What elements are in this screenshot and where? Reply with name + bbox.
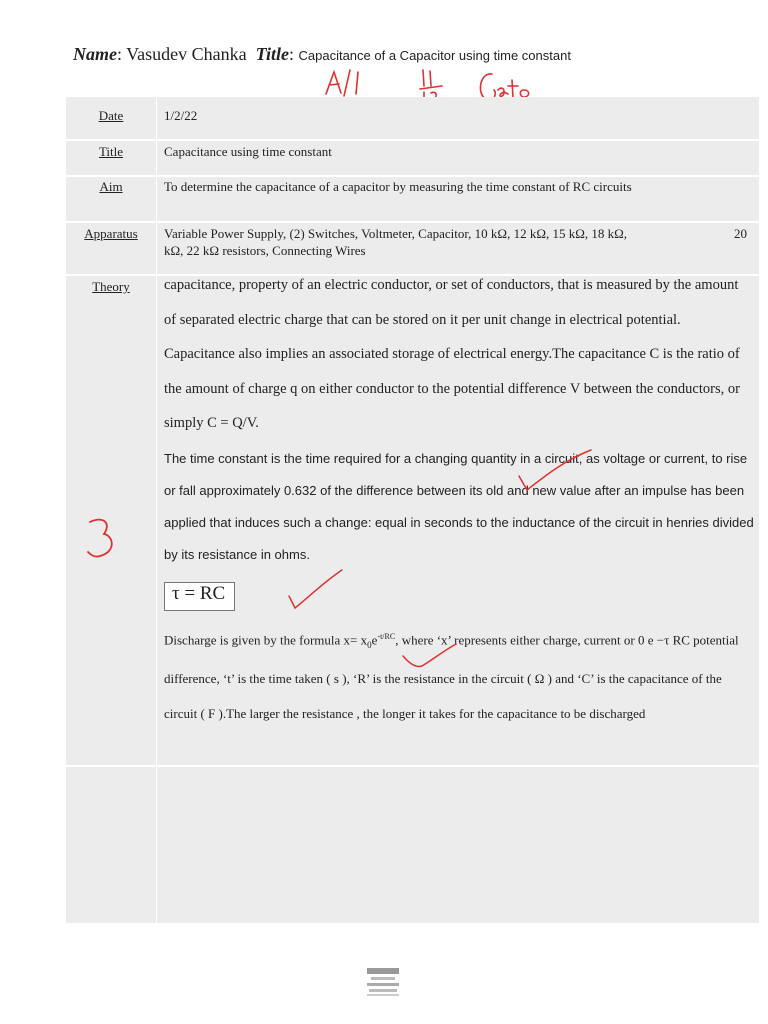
tick-mark-icon [400,640,460,670]
discharge-formula-pre: Discharge is given by the formula x= x [164,632,368,648]
name-label: Name [73,44,117,64]
date-value: 1/2/22 [164,108,198,123]
name-value: : Vasudev Chanka [117,44,247,64]
aim-value: To determine the capacitance of a capacitor by measuring the time constant of RC circuits [164,179,632,194]
row-divider [66,765,759,767]
apparatus-value-line2: kΩ, 22 kΩ resistors, Connecting Wires [164,243,366,258]
discharge-formula-e: e [371,632,378,648]
apparatus-value-end: 20 [734,226,747,241]
aim-label: Aim [99,179,123,194]
discharge-formula-sup: -t/RC [377,632,396,641]
margin-score-mark [82,514,122,562]
theory-paragraph-3 [164,620,754,731]
row-divider [66,139,759,141]
apparatus-value-line1: Variable Power Supply, (2) Switches, Voltmeter, Capacitor, 10 kΩ, 12 kΩ, 15 kΩ, 18 kΩ, [164,226,628,241]
lab-report-table [66,97,759,923]
date-label: Date [98,108,124,123]
formula-text: τ = RC [172,583,226,604]
tick-mark-icon [286,566,346,612]
tick-mark-icon [515,446,595,496]
title-row-value: Capacitance using time constant [164,144,332,159]
row-divider [66,221,759,223]
discharge-formula-post: , where ‘x’ represents either charge, current or 0 e −τ RC potential difference, ‘t’ is the time taken ( s ), ‘R’ is the resistance in the circuit ( Ω ) and ‘C’ is the capacitance of the circuit ( F ).The larger the resistance , the longer it takes for the capacitance to be discharged [164,632,739,721]
title-row-label: Title [98,144,124,159]
row-divider [66,175,759,177]
theory-label: Theory [92,279,130,294]
apparatus-label: Apparatus [84,226,138,241]
footer-stamp-icon [363,966,403,998]
title-label: Title [255,44,289,64]
discharge-formula-sub: 0 [367,639,372,650]
title-sep: : [288,44,294,64]
document-header [73,44,753,65]
title-value: Capacitance of a Capacitor using time constant [298,48,571,63]
theory-paragraph-1: capacitance, property of an electric conductor, or set of conductors, that is measured by the amount of separated electric charge that can be stored on it per unit change in electrical potential. Capacitance also implies an associated storage of electrical energy.The capacitance C is the ratio of the amount of charge q on either conductor to the potential difference V between the conductors, or simply C = Q/V. [164,277,740,431]
theory-paragraph-2: The time constant is the time required for a changing quantity in a circuit, as voltage or current, to rise or fall approximately 0.632 of the difference between its old and new value after an impulse has been applied that induces such a change: equal in seconds to the inductance of the circuit in henries divided by its resistance in ohms. [164,451,754,562]
